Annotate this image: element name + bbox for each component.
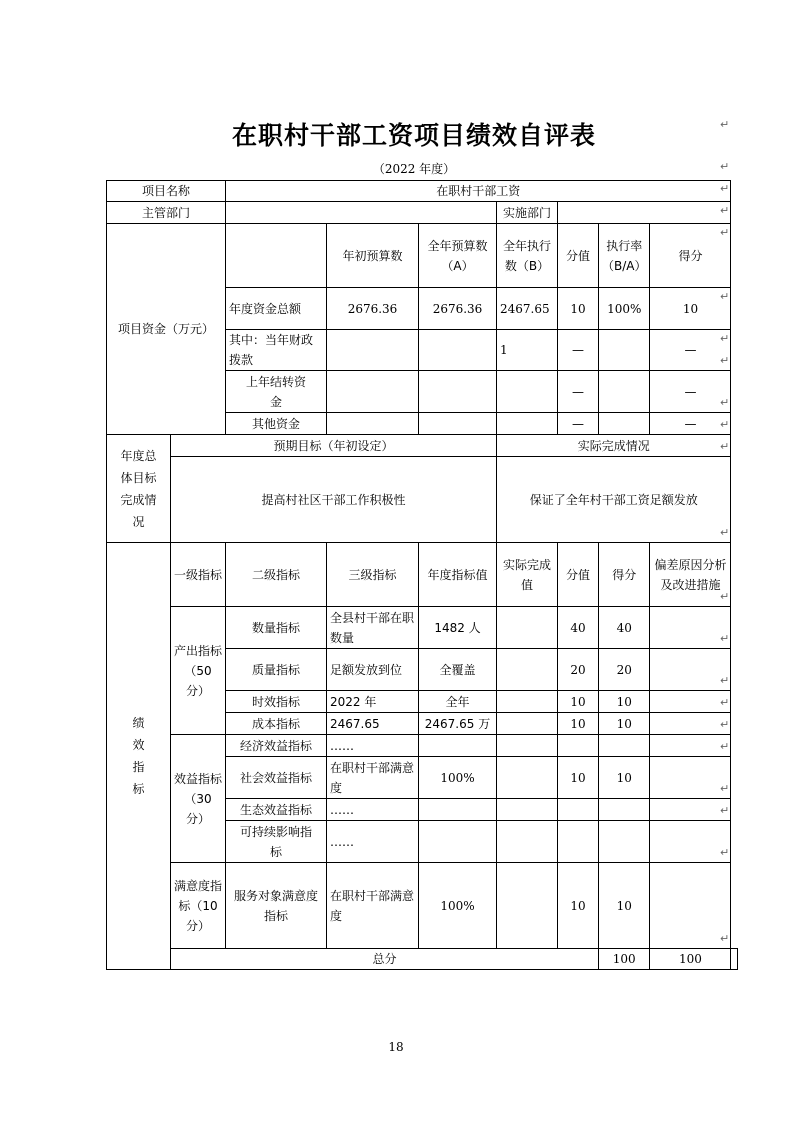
goals-actual-value: 保证了全年村干部工资足额发放 bbox=[497, 457, 731, 543]
perf-l2: 成本指标 bbox=[226, 713, 327, 735]
funds-cell bbox=[599, 330, 650, 371]
paragraph-mark-icon: ↵ bbox=[720, 804, 730, 817]
perf-l3: 全县村干部在职数量 bbox=[327, 607, 419, 649]
funds-cell bbox=[419, 371, 497, 413]
perf-l3: 在职村干部满意度 bbox=[327, 863, 419, 949]
funds-cell: 2676.36 bbox=[327, 288, 419, 330]
paragraph-mark-icon: ↵ bbox=[720, 182, 730, 195]
perf-l2: 时效指标 bbox=[226, 691, 327, 713]
perf-l2: 经济效益指标 bbox=[226, 735, 327, 757]
paragraph-mark-icon: ↵ bbox=[720, 696, 730, 709]
perf-target: 100% bbox=[419, 757, 497, 799]
perf-score bbox=[558, 735, 599, 757]
funds-cell: — bbox=[558, 371, 599, 413]
perf-got bbox=[599, 821, 650, 863]
funds-row-label: 年度资金总额 bbox=[226, 288, 327, 330]
perf-l3: 2467.65 bbox=[327, 713, 419, 735]
dept-label: 主管部门 bbox=[107, 202, 226, 224]
impl-label: 实施部门 bbox=[497, 202, 558, 224]
funds-cell: 10 bbox=[558, 288, 599, 330]
perf-note bbox=[650, 713, 731, 735]
funds-cell: 10 bbox=[650, 288, 731, 330]
paragraph-mark-icon: ↵ bbox=[720, 226, 730, 239]
funds-cell bbox=[327, 413, 419, 435]
perf-actual bbox=[497, 607, 558, 649]
perf-note bbox=[650, 863, 731, 949]
goals-label: 年度总体目标完成情况 bbox=[107, 435, 171, 543]
total-got: 100 bbox=[650, 949, 731, 970]
perf-l2: 社会效益指标 bbox=[226, 757, 327, 799]
paragraph-mark-icon: ↵ bbox=[720, 932, 730, 945]
paragraph-mark-icon: ↵ bbox=[720, 526, 730, 539]
page-title: 在职村干部工资项目绩效自评表 bbox=[231, 121, 596, 150]
perf-got: 10 bbox=[599, 691, 650, 713]
perf-header: 得分 bbox=[599, 543, 650, 607]
paragraph-mark-icon: ↵ bbox=[720, 354, 730, 367]
funds-header: 得分 bbox=[650, 224, 731, 288]
perf-score: 20 bbox=[558, 649, 599, 691]
paragraph-mark-icon: ↵ bbox=[720, 332, 730, 345]
perf-target bbox=[419, 821, 497, 863]
perf-score bbox=[558, 821, 599, 863]
funds-row-label: 其他资金 bbox=[226, 413, 327, 435]
perf-score: 40 bbox=[558, 607, 599, 649]
total-label: 总分 bbox=[171, 949, 599, 970]
perf-l3: …… bbox=[327, 799, 419, 821]
perf-note bbox=[650, 691, 731, 713]
paragraph-mark-icon: ↵ bbox=[720, 204, 730, 217]
funds-header-blank bbox=[226, 224, 327, 288]
perf-target bbox=[419, 799, 497, 821]
perf-target: 1482 人 bbox=[419, 607, 497, 649]
project-name-label: 项目名称 bbox=[107, 181, 226, 202]
perf-l2: 数量指标 bbox=[226, 607, 327, 649]
perf-header: 分值 bbox=[558, 543, 599, 607]
funds-cell: — bbox=[558, 330, 599, 371]
perf-score bbox=[558, 799, 599, 821]
perf-target: 全年 bbox=[419, 691, 497, 713]
perf-actual bbox=[497, 735, 558, 757]
funds-cell bbox=[327, 371, 419, 413]
perf-note bbox=[650, 821, 731, 863]
funds-cell: — bbox=[650, 371, 731, 413]
perf-score: 10 bbox=[558, 863, 599, 949]
goals-expected-label: 预期目标（年初设定） bbox=[171, 435, 497, 457]
paragraph-mark-icon: ↵ bbox=[720, 440, 730, 453]
perf-actual bbox=[497, 713, 558, 735]
perf-note bbox=[650, 735, 731, 757]
perf-l2: 生态效益指标 bbox=[226, 799, 327, 821]
paragraph-mark-icon: ↵ bbox=[720, 718, 730, 731]
perf-l2: 可持续影响指标 bbox=[226, 821, 327, 863]
perf-l3: …… bbox=[327, 821, 419, 863]
perf-l3: 2022 年 bbox=[327, 691, 419, 713]
perf-l3: …… bbox=[327, 735, 419, 757]
paragraph-mark-icon: ↵ bbox=[720, 118, 730, 131]
perf-group-name: 产出指标（50 分） bbox=[171, 607, 226, 735]
funds-cell: — bbox=[650, 330, 731, 371]
paragraph-mark-icon: ↵ bbox=[720, 590, 730, 603]
perf-note bbox=[650, 607, 731, 649]
perf-got: 20 bbox=[599, 649, 650, 691]
funds-row-label: 上年结转资金 bbox=[226, 371, 327, 413]
total-score: 100 bbox=[599, 949, 650, 970]
funds-cell bbox=[497, 371, 558, 413]
perf-actual bbox=[497, 799, 558, 821]
paragraph-mark-icon: ↵ bbox=[720, 846, 730, 859]
perf-got: 10 bbox=[599, 713, 650, 735]
perf-target: 全覆盖 bbox=[419, 649, 497, 691]
paragraph-mark-icon: ↵ bbox=[720, 290, 730, 303]
paragraph-mark-icon: ↵ bbox=[720, 674, 730, 687]
perf-got: 10 bbox=[599, 757, 650, 799]
perf-group-name: 满意度指标（10 分） bbox=[171, 863, 226, 949]
perf-label: 绩效指标 bbox=[107, 543, 171, 970]
perf-target bbox=[419, 735, 497, 757]
funds-header: 全年执行数（B） bbox=[497, 224, 558, 288]
perf-header: 年度指标值 bbox=[419, 543, 497, 607]
funds-cell bbox=[599, 371, 650, 413]
perf-actual bbox=[497, 649, 558, 691]
funds-header: 年初预算数 bbox=[327, 224, 419, 288]
funds-cell: 2676.36 bbox=[419, 288, 497, 330]
funds-cell: 100% bbox=[599, 288, 650, 330]
perf-note bbox=[650, 799, 731, 821]
paragraph-mark-icon: ↵ bbox=[720, 396, 730, 409]
perf-note bbox=[650, 757, 731, 799]
perf-header: 二级指标 bbox=[226, 543, 327, 607]
funds-label: 项目资金（万元） bbox=[107, 224, 226, 435]
funds-header: 分值 bbox=[558, 224, 599, 288]
funds-header: 执行率（B/A） bbox=[599, 224, 650, 288]
evaluation-table bbox=[106, 180, 738, 970]
funds-cell: 1 bbox=[497, 330, 558, 371]
page-subtitle: （2022 年度） bbox=[372, 162, 456, 176]
total-note bbox=[731, 949, 738, 970]
funds-cell bbox=[419, 413, 497, 435]
perf-got: 10 bbox=[599, 863, 650, 949]
goals-actual-label: 实际完成情况 bbox=[497, 435, 731, 457]
goals-expected-value: 提高村社区干部工作积极性 bbox=[171, 457, 497, 543]
funds-cell: — bbox=[558, 413, 599, 435]
funds-cell bbox=[419, 330, 497, 371]
perf-got bbox=[599, 735, 650, 757]
project-name-value: 在职村干部工资 bbox=[226, 181, 731, 202]
funds-row-label: 其中：当年财政拨款 bbox=[226, 330, 327, 371]
dept-value bbox=[226, 202, 497, 224]
funds-cell bbox=[497, 413, 558, 435]
paragraph-mark-icon: ↵ bbox=[720, 632, 730, 645]
perf-score: 10 bbox=[558, 691, 599, 713]
perf-got: 40 bbox=[599, 607, 650, 649]
funds-header: 全年预算数（A） bbox=[419, 224, 497, 288]
paragraph-mark-icon: ↵ bbox=[720, 160, 730, 173]
paragraph-mark-icon: ↵ bbox=[720, 740, 730, 753]
funds-cell bbox=[327, 330, 419, 371]
perf-header: 偏差原因分析及改进措施 bbox=[650, 543, 731, 607]
perf-header: 一级指标 bbox=[171, 543, 226, 607]
perf-target: 100% bbox=[419, 863, 497, 949]
perf-group-name: 效益指标（30 分） bbox=[171, 735, 226, 863]
perf-l3: 在职村干部满意度 bbox=[327, 757, 419, 799]
perf-actual bbox=[497, 863, 558, 949]
perf-target: 2467.65 万 bbox=[419, 713, 497, 735]
perf-actual bbox=[497, 821, 558, 863]
funds-cell: — bbox=[650, 413, 731, 435]
perf-header: 三级指标 bbox=[327, 543, 419, 607]
perf-l2: 质量指标 bbox=[226, 649, 327, 691]
funds-cell: 2467.65 bbox=[497, 288, 558, 330]
perf-score: 10 bbox=[558, 757, 599, 799]
perf-actual bbox=[497, 691, 558, 713]
paragraph-mark-icon: ↵ bbox=[720, 418, 730, 431]
perf-actual bbox=[497, 757, 558, 799]
perf-header: 实际完成值 bbox=[497, 543, 558, 607]
perf-got bbox=[599, 799, 650, 821]
perf-l3: 足额发放到位 bbox=[327, 649, 419, 691]
paragraph-mark-icon: ↵ bbox=[720, 782, 730, 795]
perf-l2: 服务对象满意度指标 bbox=[226, 863, 327, 949]
page-number: 18 bbox=[388, 1040, 404, 1054]
funds-cell bbox=[599, 413, 650, 435]
impl-value bbox=[558, 202, 731, 224]
perf-note bbox=[650, 649, 731, 691]
perf-score: 10 bbox=[558, 713, 599, 735]
